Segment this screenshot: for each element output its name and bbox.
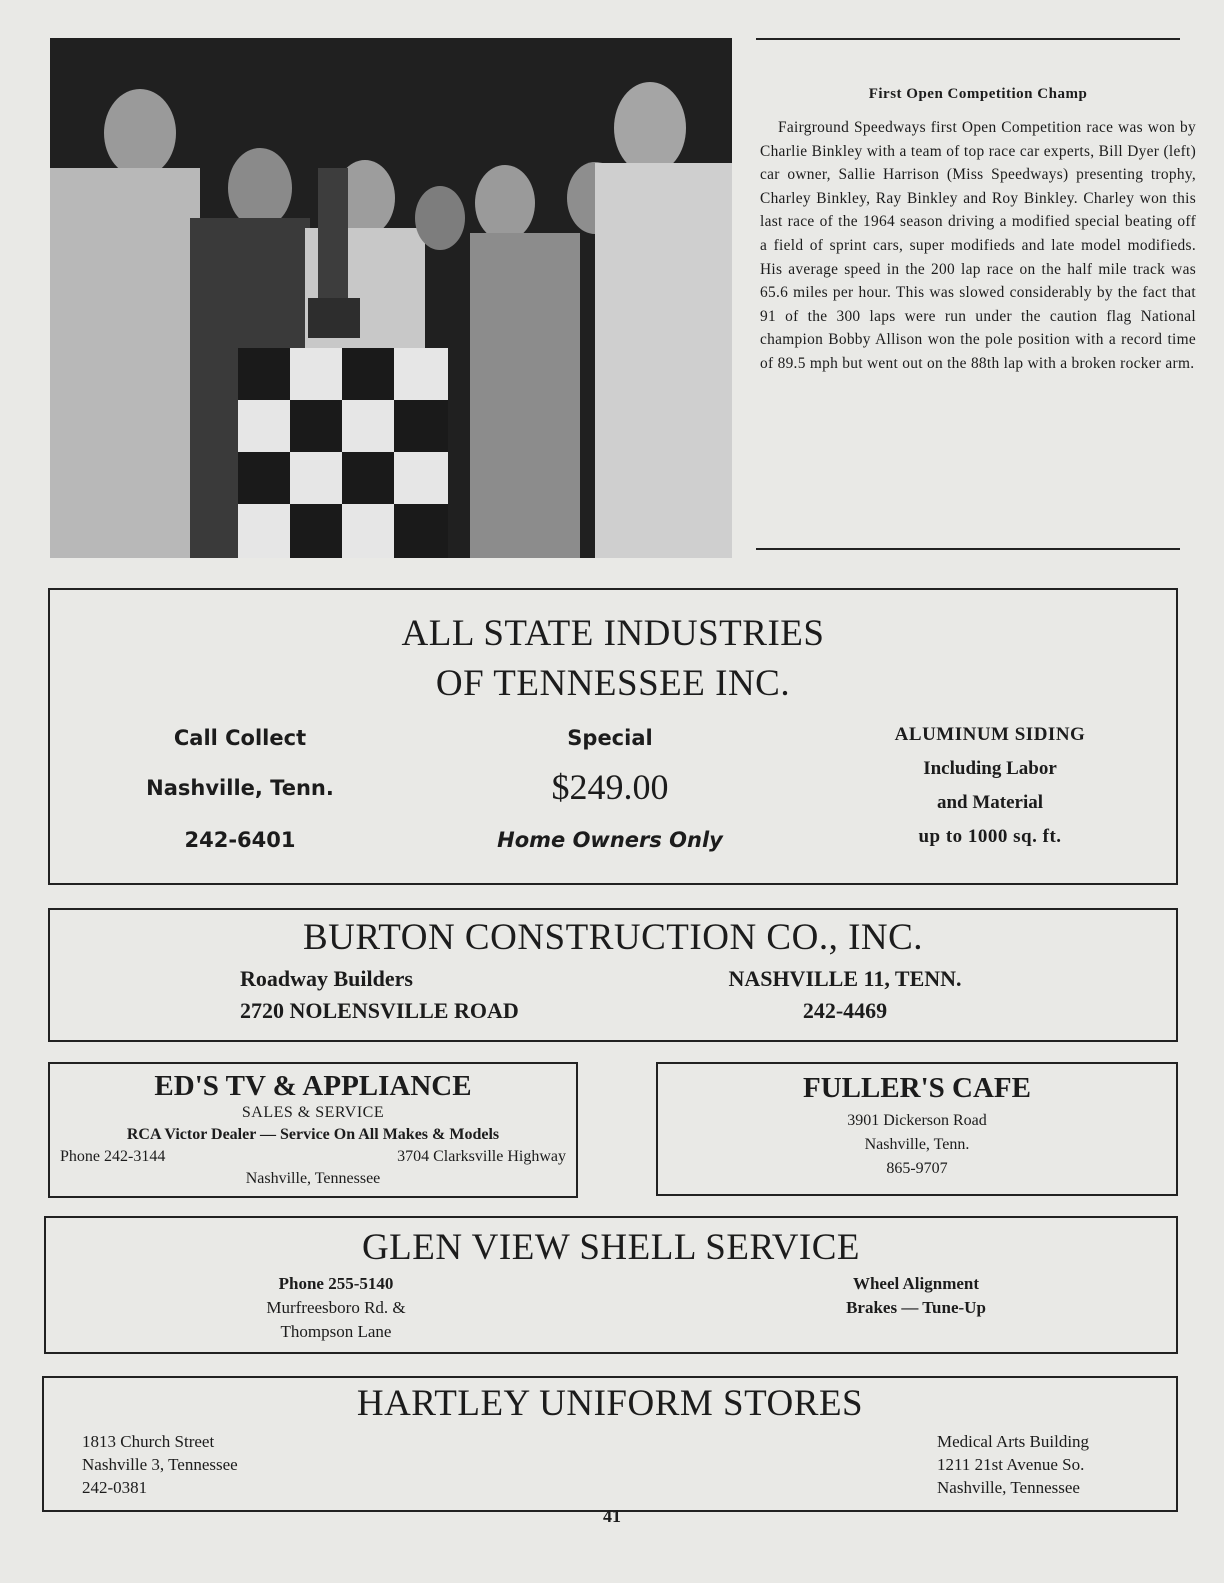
allstate-special: Special	[567, 726, 653, 750]
allstate-phone: 242-6401	[184, 828, 296, 852]
glenview-address-line2: Thompson Lane	[280, 1322, 392, 1341]
allstate-material: and Material	[936, 792, 1044, 813]
allstate-home-owners: Home Owners Only	[497, 828, 723, 852]
article-title: First Open Competition Champ	[868, 86, 1088, 102]
glenview-service-2: Brakes — Tune-Up	[846, 1298, 986, 1317]
eds-name: ED'S TV & APPLIANCE	[154, 1070, 472, 1102]
hartley-left-phone: 242-0381	[82, 1478, 148, 1497]
eds-subtitle: SALES & SERVICE	[241, 1104, 385, 1121]
hartley-right-city: Nashville, Tennessee	[937, 1478, 1080, 1497]
allstate-name-line1: ALL STATE INDUSTRIES	[401, 613, 825, 654]
hartley-right-building: Medical Arts Building	[937, 1432, 1090, 1451]
eds-dealer-line: RCA Victor Dealer — Service On All Makes & Models	[126, 1126, 500, 1143]
burton-city: NASHVILLE 11, TENN.	[728, 966, 962, 991]
fullers-name: FULLER'S CAFE	[802, 1072, 1031, 1104]
allstate-ad	[48, 588, 1178, 885]
caption-top-rule	[756, 38, 1180, 40]
race-winners-photo	[50, 38, 732, 558]
burton-name: BURTON CONSTRUCTION CO., INC.	[302, 917, 924, 958]
hartley-name: HARTLEY UNIFORM STORES	[356, 1383, 864, 1424]
caption-bottom-rule	[756, 548, 1180, 550]
allstate-area: up to 1000 sq. ft.	[918, 826, 1062, 847]
hartley-left-city: Nashville 3, Tennessee	[82, 1455, 238, 1474]
allstate-call-collect: Call Collect	[173, 726, 307, 750]
burton-phone: 242-4469	[802, 998, 888, 1023]
fullers-city: Nashville, Tenn.	[864, 1136, 970, 1153]
glenview-phone: Phone 255-5140	[278, 1274, 394, 1293]
glenview-name: GLEN VIEW SHELL SERVICE	[361, 1227, 861, 1268]
allstate-city: Nashville, Tenn.	[146, 776, 334, 800]
glenview-service-1: Wheel Alignment	[852, 1274, 980, 1293]
glenview-address-line1: Murfreesboro Rd. &	[266, 1298, 406, 1317]
allstate-siding: ALUMINUM SIDING	[894, 724, 1086, 745]
hartley-ad	[42, 1376, 1178, 1512]
eds-address: 3704 Clarksville Highway	[397, 1148, 566, 1165]
article-body: Fairground Speedways first Open Competition race was won by Charlie Binkley with a team of top race car experts, Bill Dyer (left) car owner, Sallie Harrison (Miss Speedways) presenting trophy, Charley Binkley, Ray Binkley and Roy Binkley. Charley won this last race of the 1964 season driving a modified special beating off a field of sprint cars, super modifieds and late model modifieds. His average speed in the 200 lap race on the half mile track was 65.6 miles per hour. This was slowed considerably by the fact that 91 of the 300 laps were run under the caution flag National champion Bobby Allison won the pole position with a record time of 89.5 mph but went out on the 88th lap with a broken rocker arm.	[760, 119, 1196, 372]
fullers-ad	[656, 1062, 1178, 1196]
allstate-name-line2: OF TENNESSEE INC.	[435, 663, 791, 704]
fullers-address: 3901 Dickerson Road	[847, 1112, 987, 1129]
burton-ad	[48, 908, 1178, 1042]
eds-ad	[48, 1062, 578, 1198]
glenview-ad	[44, 1216, 1178, 1354]
allstate-price: $249.00	[551, 767, 669, 807]
allstate-labor: Including Labor	[923, 758, 1057, 779]
hartley-left-address: 1813 Church Street	[82, 1432, 215, 1451]
burton-address: 2720 NOLENSVILLE ROAD	[240, 998, 519, 1023]
fullers-phone: 865-9707	[886, 1160, 948, 1177]
eds-phone: Phone 242-3144	[60, 1148, 166, 1165]
hartley-right-address: 1211 21st Avenue So.	[937, 1455, 1085, 1474]
page-number: 41	[603, 1506, 621, 1526]
burton-tagline: Roadway Builders	[240, 966, 413, 991]
eds-city: Nashville, Tennessee	[245, 1170, 381, 1187]
